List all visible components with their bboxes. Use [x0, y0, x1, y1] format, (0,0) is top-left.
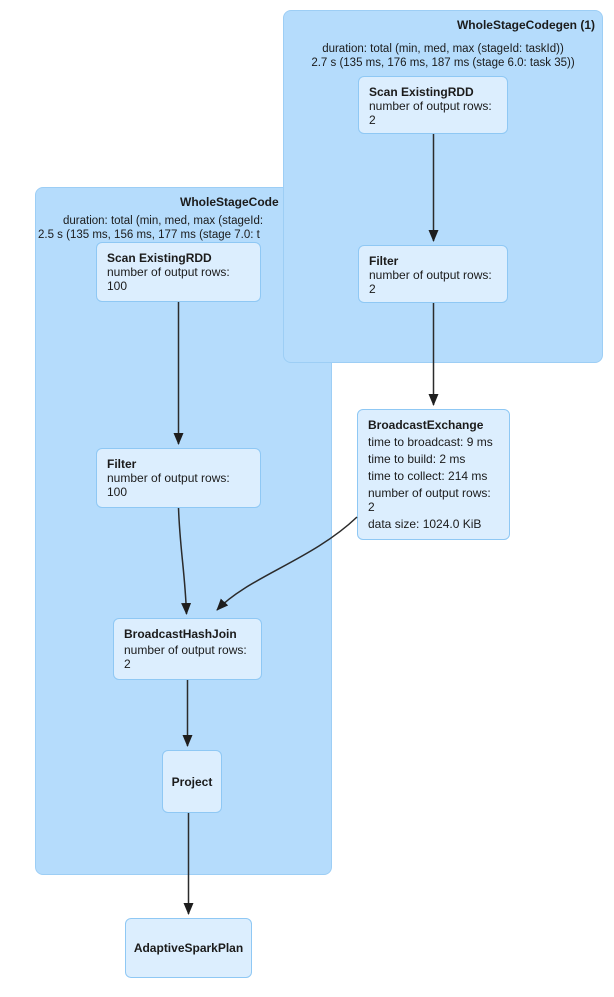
cluster-2-title: WholeStageCode [180, 195, 279, 209]
node-adaptive-spark-plan-title: AdaptiveSparkPlan [133, 941, 244, 955]
cluster-1-title: WholeStageCodegen (1) [456, 18, 595, 32]
node-scan-existingrdd-1-metric: number of output rows: 2 [369, 99, 492, 127]
node-broadcast-exchange-title: BroadcastExchange [368, 418, 484, 432]
node-broadcast-exchange-metric-broadcast: time to broadcast: 9 ms [368, 435, 493, 449]
node-broadcast-exchange-metric-rows: number of output rows: 2 [368, 486, 491, 514]
node-filter-2-title: Filter [107, 457, 137, 471]
cluster-1-duration-line1: duration: total (min, med, max (stageId: taskId)) [322, 43, 564, 55]
node-scan-existingrdd-2-metric: number of output rows: 100 [107, 265, 230, 293]
node-broadcast-exchange-metric-datasize: data size: 1024.0 KiB [368, 517, 482, 531]
node-filter-2[interactable] [96, 448, 261, 508]
node-filter-1[interactable] [358, 245, 508, 303]
node-filter-1-metric: number of output rows: 2 [369, 268, 492, 296]
node-broadcast-hash-join[interactable] [113, 618, 262, 680]
node-scan-existingrdd-2[interactable] [96, 242, 261, 302]
node-scan-existingrdd-1[interactable] [358, 76, 508, 134]
cluster-2-duration-line1: duration: total (min, med, max (stageId: [63, 215, 264, 227]
node-broadcast-hash-join-title: BroadcastHashJoin [124, 627, 237, 641]
node-adaptive-spark-plan[interactable] [125, 918, 252, 978]
node-project-title: Project [171, 774, 213, 789]
node-project[interactable] [162, 750, 222, 813]
node-broadcast-exchange-metric-build: time to build: 2 ms [368, 452, 466, 466]
node-broadcast-exchange-metric-collect: time to collect: 214 ms [368, 469, 488, 483]
cluster-2-duration-line2: 2.5 s (135 ms, 156 ms, 177 ms (stage 7.0: t [38, 229, 260, 241]
node-scan-existingrdd-2-title: Scan ExistingRDD [107, 251, 212, 265]
node-broadcast-hash-join-metric: number of output rows: 2 [124, 643, 247, 671]
node-broadcast-exchange[interactable] [357, 409, 510, 540]
cluster-wholestagecodegen-1 [283, 10, 603, 363]
node-filter-1-title: Filter [369, 254, 399, 268]
cluster-1-duration-line2: 2.7 s (135 ms, 176 ms, 187 ms (stage 6.0: task 35)) [311, 57, 575, 69]
node-scan-existingrdd-1-title: Scan ExistingRDD [369, 85, 474, 99]
node-filter-2-metric: number of output rows: 100 [107, 471, 230, 499]
